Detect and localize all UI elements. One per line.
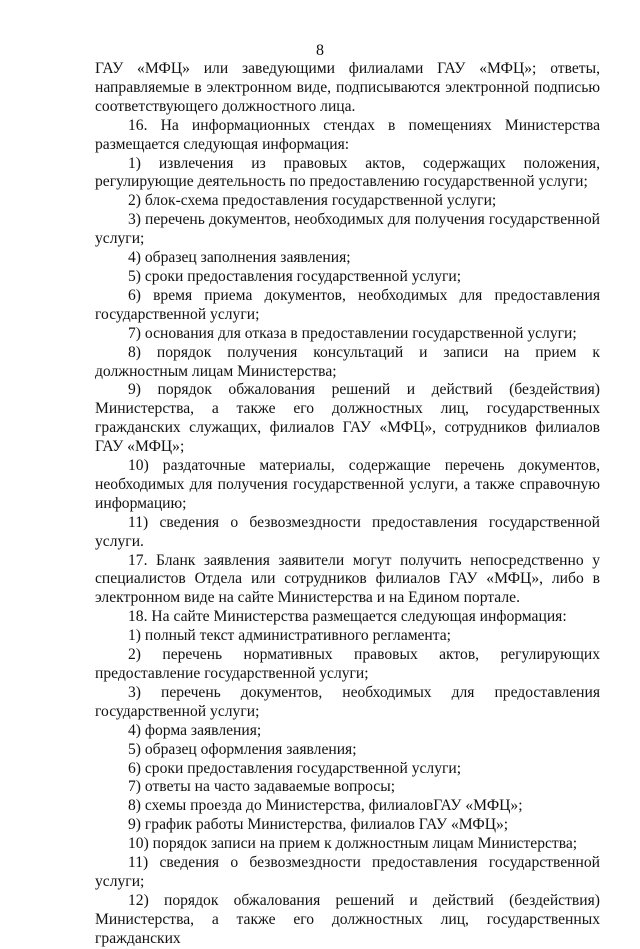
paragraph: 11) сведения о безвозмездности предоставления государственной услуги. [95, 513, 600, 550]
paragraph: 4) образец заполнения заявления; [128, 249, 351, 267]
paragraph: 18. На сайте Министерства размещается следующая информация: [128, 608, 567, 626]
paragraph: 8) порядок получения консультаций и записи на прием к должностным лицам Министерства; [95, 343, 600, 380]
paragraph: 17. Бланк заявления заявители могут получить непосредственно у специалистов Отдела или сотрудников филиалов ГАУ «МФЦ», либо в электронном виде на сайте Министерства и на Едином портале. [95, 551, 600, 607]
paragraph: 3) перечень документов, необходимых для получения государственной услуги; [95, 211, 600, 248]
paragraph: 3) перечень документов, необходимых для предоставления государственной услуги; [95, 683, 600, 720]
paragraph: 5) образец оформления заявления; [128, 740, 357, 758]
paragraph: 4) форма заявления; [128, 721, 262, 739]
paragraph: 9) порядок обжалования решений и действий (бездействия) Министерства, а также его должностных лиц, государственных гражданских служащих, филиалов ГАУ «МФЦ», сотрудников филиалов ГАУ «МФЦ»; [95, 381, 600, 456]
paragraph: 1) извлечения из правовых актов, содержащих положения, регулирующие деятельность по предоставлению государственной услуги; [95, 154, 600, 191]
paragraph: 6) время приема документов, необходимых для предоставления государственной услуги; [95, 286, 600, 323]
paragraph: 7) основания для отказа в предоставлении государственной услуги; [128, 324, 577, 342]
paragraph: 1) полный текст административного регламента; [128, 627, 452, 645]
paragraph: 12) порядок обжалования решений и действий (бездействия) Министерства, а также его должностных лиц, государственных гражданских [95, 891, 600, 947]
paragraph: 9) график работы Министерства, филиалов ГАУ «МФЦ»; [128, 816, 509, 834]
paragraph: 7) ответы на часто задаваемые вопросы; [128, 778, 396, 796]
paragraph: 8) схемы проезда до Министерства, филиаловГАУ «МФЦ»; [128, 797, 523, 815]
paragraph: 10) порядок записи на прием к должностным лицам Министерства; [128, 835, 578, 853]
paragraph: 5) сроки предоставления государственной услуги; [128, 267, 462, 285]
paragraph: 2) блок-схема предоставления государственной услуги; [128, 192, 497, 210]
paragraph: 2) перечень нормативных правовых актов, регулирующих предоставление государственной услуги; [95, 646, 600, 682]
paragraph: 16. На информационных стендах в помещениях Министерства размещается следующая информация: [95, 116, 600, 153]
paragraph: 6) сроки предоставления государственной услуги; [128, 759, 462, 777]
paragraph: 10) раздаточные материалы, содержащие перечень документов, необходимых для получения государственной услуги, а также справочную информацию; [95, 457, 600, 512]
document-body [95, 60, 600, 949]
paragraph: 11) сведения о безвозмездности предоставления государственной услуги; [95, 854, 600, 890]
page-number: 8 [316, 42, 324, 59]
paragraph: ГАУ «МФЦ» или заведующими филиалами ГАУ «МФЦ»; ответы, направляемые в электронном виде, подписываются электронной подписью соответствующего должностного лица. [95, 60, 600, 115]
